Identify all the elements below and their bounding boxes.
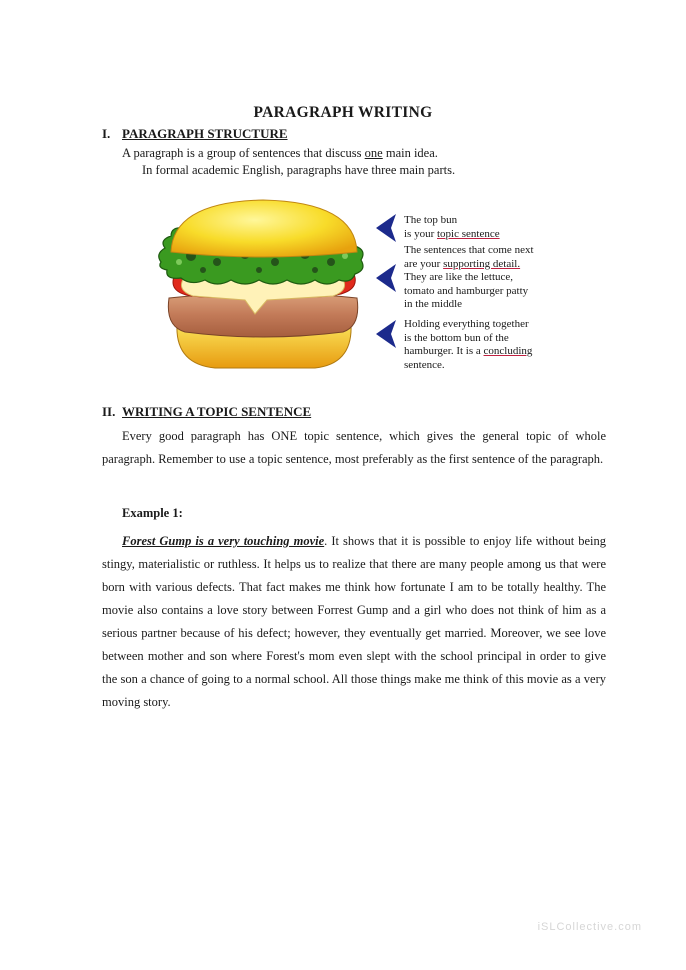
section-1-parts-line: In formal academic English, paragraphs have three main parts.: [142, 163, 456, 177]
top-bun: [171, 200, 357, 257]
definition-text-end: main idea.: [382, 146, 438, 160]
example-topic-sentence: Forest Gump is a very touching movie: [122, 534, 325, 548]
example-paragraph: [102, 530, 606, 714]
section-2-intro: [102, 425, 606, 471]
definition-underlined-word: one: [364, 146, 383, 160]
example-label: Example 1:: [122, 506, 183, 520]
callout-middle: [404, 244, 564, 312]
callout-bottom-line: sentence.: [404, 358, 445, 371]
arrow-top-bun-icon: [376, 214, 396, 242]
example-supporting-text: . It shows that it is possible to enjoy life without being stingy, materialistic or ruthless. It helps us to realize that there are many people among us that were born with various defects. That fact makes me think how fortunate I am to be totally healthy. The movie also contains a love story between Forrest Gump and a girl who does not think of him as a serious partner because of his defect; however, they eventually get married. Moreover, we see love between mother and son where Forest's mom even slept with the school principal in order to give the son a chance of going to a normal school. All those things make me think of this movie as a very moving story.: [102, 534, 607, 709]
section-1-title: PARAGRAPH STRUCTURE: [122, 126, 288, 141]
callout-middle-line: tomato and hamburger patty: [404, 284, 529, 297]
watermark: iSLCollective.com: [537, 921, 642, 933]
callout-arrows: [372, 212, 402, 362]
callout-bottom-bun: [404, 318, 564, 372]
page-title: PARAGRAPH WRITING: [253, 104, 433, 121]
section-2-number: II.: [102, 404, 116, 419]
callout-top-line: [404, 228, 564, 242]
callout-term-supporting-detail: supporting detail.: [443, 257, 521, 270]
callout-top-bun: [404, 214, 564, 241]
section-1-heading: [102, 126, 288, 142]
callout-bottom-line: is the bottom bun of the: [404, 331, 509, 344]
callout-bottom-line: Holding everything together: [404, 318, 529, 330]
arrow-bottom-bun-icon: [376, 320, 396, 348]
callout-term-concluding: concluding: [483, 345, 533, 357]
intro-paragraph: Every good paragraph has ONE topic sentence, which gives the general topic of whole paragraph. Remember to use a topic sentence, most preferably as the first sentence of the paragraph.: [102, 429, 606, 466]
section-2-title: WRITING A TOPIC SENTENCE: [122, 404, 312, 419]
definition-text: A paragraph is a group of sentences that discuss: [122, 146, 365, 160]
section-1-definition: [122, 146, 438, 161]
callout-bottom-line: [404, 345, 564, 359]
callout-middle-line: in the middle: [404, 298, 463, 310]
callout-top-line: The top bun: [404, 214, 458, 226]
example-text: [102, 530, 606, 714]
section-1-number: I.: [102, 126, 111, 141]
callout-text: hamburger. It is a: [404, 345, 484, 357]
callout-text: are your: [404, 257, 444, 270]
arrow-middle-icon: [376, 264, 396, 292]
callout-term-topic-sentence: topic sentence: [437, 227, 500, 240]
callout-text: is your: [404, 227, 437, 240]
section-2-heading: [102, 404, 311, 420]
hamburger-illustration: [155, 196, 370, 378]
callout-middle-line: They are like the lettuce,: [404, 271, 514, 283]
callout-middle-line: [404, 258, 564, 272]
callout-middle-line: The sentences that come next: [404, 244, 534, 256]
